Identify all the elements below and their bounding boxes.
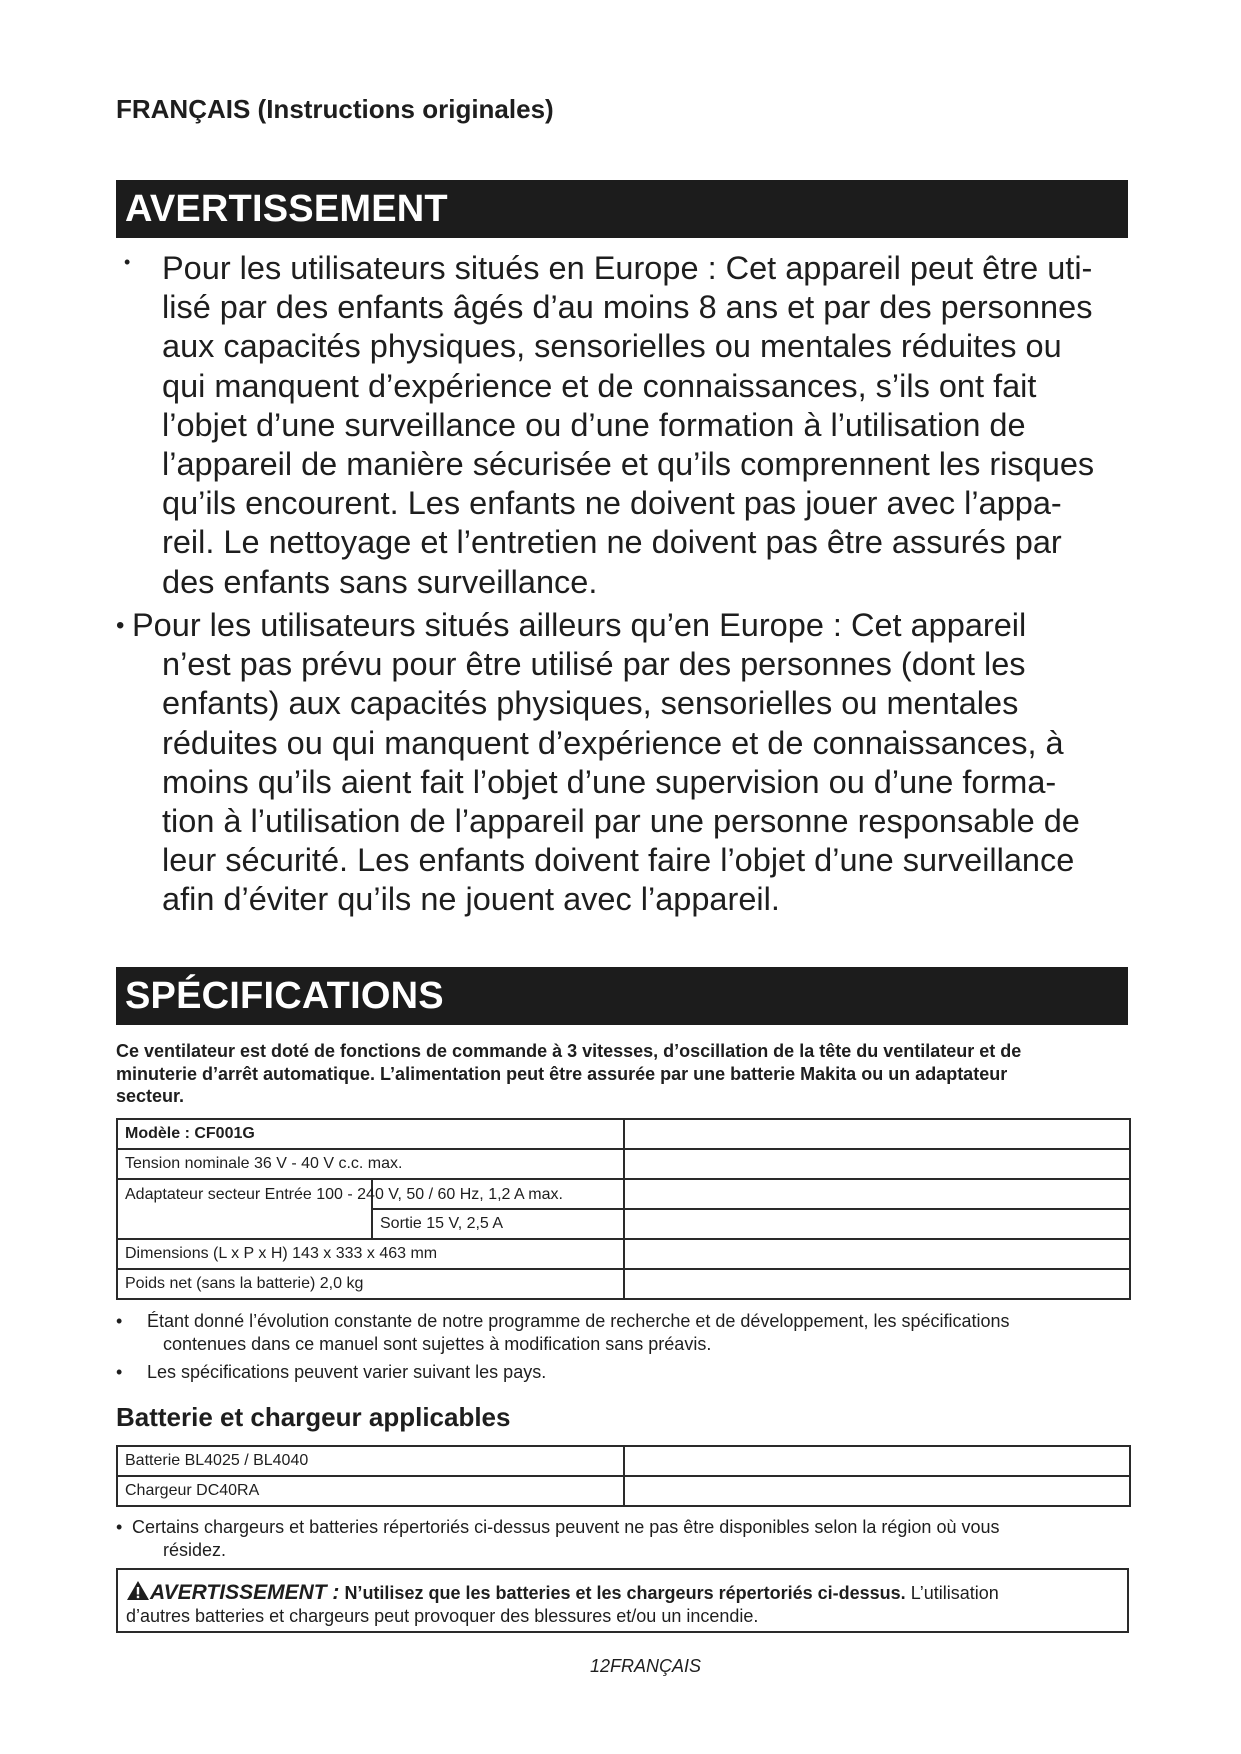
table-row (117, 1119, 1130, 1149)
empty-cell (624, 1209, 1130, 1239)
table-row (117, 1476, 1130, 1506)
page-language-title: FRANÇAIS (Instructions originales) (116, 94, 554, 124)
text-line: aux capacités physiques, sensorielles ou mentales réduites ou (162, 328, 1062, 365)
empty-cell (624, 1179, 1130, 1209)
empty-cell (624, 1476, 1130, 1506)
spec-voltage-cell: Tension nominale 36 V - 40 V c.c. max. (117, 1149, 624, 1179)
text-line: Certains chargeurs et batteries répertoriés ci-dessus peuvent ne pas être disponibles selon la région où vous (132, 1517, 1000, 1537)
bullet: • (116, 1311, 123, 1331)
bullet: • (124, 252, 131, 272)
warning-section-title: AVERTISSEMENT (116, 180, 1128, 238)
text-line: des enfants sans surveillance. (162, 563, 598, 600)
warning-strong-text: N’utilisez que les batteries et les chargeurs répertoriés ci-dessus. (344, 1583, 906, 1603)
spec-note-1 (116, 1310, 1128, 1355)
warning-item-text (116, 249, 1136, 602)
bullet: • (116, 612, 125, 639)
text-line: enfants) aux capacités physiques, sensorielles ou mentales (162, 685, 1019, 722)
text-line: moins qu’ils aient fait l’objet d’une supervision ou d’une forma- (162, 763, 1057, 800)
warning-text: L’utilisation (910, 1583, 999, 1603)
table-row (117, 1179, 1130, 1209)
text-line: contenues dans ce manuel sont sujettes à modification sans préavis. (163, 1333, 712, 1354)
text-line: secteur. (116, 1086, 185, 1106)
text-line: qui manquent d’expérience et de connaissances, s’ils ont fait (162, 367, 1037, 404)
battery-note (116, 1516, 1128, 1561)
text-line: Les spécifications peuvent varier suivant les pays. (147, 1362, 547, 1382)
text-line: reil. Le nettoyage et l’entretien ne doivent pas être assurés par (162, 524, 1062, 561)
table-row (117, 1269, 1130, 1299)
text-line: n’est pas prévu pour être utilisé par des personnes (dont les (162, 646, 1026, 683)
specifications-intro (116, 1040, 1128, 1108)
table-row (117, 1446, 1130, 1476)
battery-warning-box (116, 1568, 1129, 1633)
battery-table (116, 1445, 1131, 1507)
battery-cell: Batterie BL4025 / BL4040 (117, 1446, 624, 1476)
warning-label: AVERTISSEMENT : (150, 1581, 340, 1604)
bullet: • (116, 1362, 123, 1382)
empty-cell (624, 1446, 1130, 1476)
warning-line: d’autres batteries et chargeurs peut provoquer des blessures et/ou un incendie. (126, 1606, 759, 1626)
text-line: tion à l’utilisation de l’appareil par une personne responsable de (162, 803, 1080, 840)
text-line: Pour les utilisateurs situés ailleurs qu’en Europe : Cet appareil (132, 607, 1027, 643)
page-footer: 12FRANÇAIS (590, 1656, 702, 1676)
warning-triangle-icon (126, 1580, 150, 1601)
charger-cell: Chargeur DC40RA (117, 1476, 624, 1506)
empty-cell (624, 1269, 1130, 1299)
text-line: Ce ventilateur est doté de fonctions de commande à 3 vitesses, d’oscillation de la tête du ventilateur et de (116, 1041, 1022, 1061)
table-row (117, 1239, 1130, 1269)
empty-cell (624, 1149, 1130, 1179)
warning-item-europe (116, 249, 1136, 602)
text-line: résidez. (163, 1539, 227, 1560)
empty-cell (624, 1119, 1130, 1149)
specifications-table (116, 1118, 1131, 1300)
text-line: réduites ou qui manquent d’expérience et de connaissances, à (162, 724, 1064, 761)
warning-item-text (116, 606, 1136, 920)
warning-line (126, 1580, 1127, 1605)
text-line: Pour les utilisateurs situés en Europe : Cet appareil peut être uti- (162, 250, 1093, 286)
text-line: l’objet d’une surveillance ou d’une formation à l’utilisation de (162, 406, 1026, 443)
spec-note-2 (116, 1361, 1128, 1384)
text-line: lisé par des enfants âgés d’au moins 8 ans et par des personnes (162, 289, 1093, 326)
spec-adapter-input-text: Adaptateur secteur Entrée 100 - 240 V, 50 / 60 Hz, 1,2 A max. (125, 1186, 563, 1203)
bullet: • (116, 1517, 123, 1537)
warning-item-outside-europe (116, 606, 1136, 920)
text-line: qu’ils encourent. Les enfants ne doivent pas jouer avec l’appa- (162, 485, 1062, 522)
empty-cell (624, 1239, 1130, 1269)
table-row (117, 1149, 1130, 1179)
text-line: Étant donné l’évolution constante de notre programme de recherche et de développement, les spécifications (147, 1311, 1010, 1331)
spec-adapter-output-cell: Sortie 15 V, 2,5 A (372, 1209, 624, 1239)
spec-net-weight-cell: Poids net (sans la batterie) 2,0 kg (117, 1269, 624, 1299)
specifications-section-title: SPÉCIFICATIONS (116, 967, 1128, 1025)
spec-dimensions-cell: Dimensions (L x P x H) 143 x 333 x 463 mm (117, 1239, 624, 1269)
text-line: afin d’éviter qu’ils ne jouent avec l’appareil. (162, 881, 780, 918)
spec-model-cell: Modèle : CF001G (117, 1119, 624, 1149)
text-line: l’appareil de manière sécurisée et qu’ils comprennent les risques (162, 446, 1095, 483)
text-line: minuterie d’arrêt automatique. L’alimentation peut être assurée par une batterie Makita ou un adaptateur (116, 1063, 1008, 1084)
text-line: leur sécurité. Les enfants doivent faire l’objet d’une surveillance (162, 842, 1075, 879)
battery-section-title: Batterie et chargeur applicables (116, 1402, 511, 1432)
